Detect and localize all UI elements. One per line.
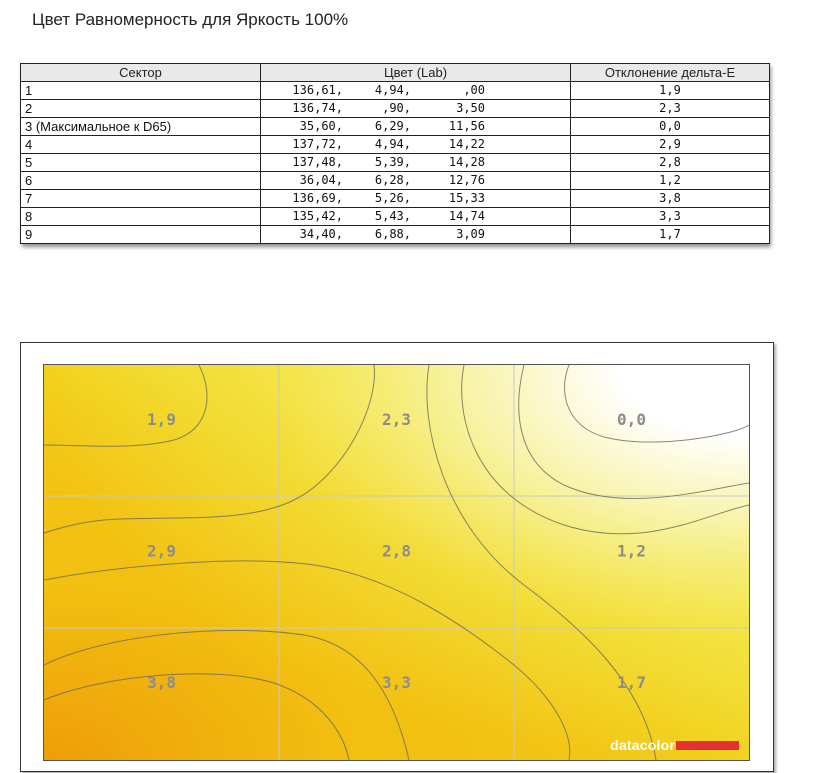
delta-e-cell: 3,8 <box>571 190 770 208</box>
table-row <box>21 136 770 154</box>
table-row <box>21 82 770 100</box>
sector-cell: 4 <box>21 136 261 154</box>
lab-a-value: 4,94, <box>374 83 411 97</box>
sector-cell: 9 <box>21 226 261 244</box>
lab-a-value: ,90, <box>382 101 411 115</box>
lab-b-value: 12,76 <box>448 173 485 187</box>
column-header-delta-e: Отклонение дельта-E <box>571 64 770 82</box>
lab-b-value: 14,22 <box>448 137 485 151</box>
map-cell-value: 2,3 <box>382 409 411 429</box>
lab-l-value: 34,40, <box>299 227 343 241</box>
column-header-color-lab: Цвет (Lab) <box>261 64 571 82</box>
lab-color-cell <box>261 208 571 226</box>
lab-color-cell <box>261 82 571 100</box>
lab-color-cell <box>261 154 571 172</box>
map-cell-value: 1,9 <box>147 409 176 429</box>
lab-l-value: 136,69, <box>292 191 343 205</box>
sector-cell: 2 <box>21 100 261 118</box>
delta-e-cell: 2,3 <box>571 100 770 118</box>
uniformity-table-container <box>20 63 769 244</box>
table-row <box>21 154 770 172</box>
sector-cell: 7 <box>21 190 261 208</box>
map-cell-value: 2,9 <box>147 541 176 561</box>
delta-e-cell: 1,2 <box>571 172 770 190</box>
datacolor-logo-bar <box>676 741 739 750</box>
lab-a-value: 6,28, <box>374 173 411 187</box>
table-row <box>21 208 770 226</box>
uniformity-contour-map <box>43 364 750 761</box>
uniformity-table <box>20 63 770 244</box>
lab-b-value: 14,28 <box>448 155 485 169</box>
table-row <box>21 190 770 208</box>
table-row <box>21 118 770 136</box>
map-cell-value: 3,8 <box>147 673 176 693</box>
lab-color-cell <box>261 172 571 190</box>
datacolor-logo-text: datacolor <box>610 737 675 753</box>
delta-e-cell: 2,8 <box>571 154 770 172</box>
lab-b-value: ,00 <box>463 83 485 97</box>
map-cell-value: 0,0 <box>617 409 646 429</box>
table-header-row <box>21 64 770 82</box>
delta-e-cell: 1,9 <box>571 82 770 100</box>
sector-cell: 5 <box>21 154 261 172</box>
lab-l-value: 35,60, <box>299 119 343 133</box>
lab-color-cell <box>261 136 571 154</box>
delta-e-cell: 1,7 <box>571 226 770 244</box>
lab-color-cell <box>261 100 571 118</box>
table-row <box>21 172 770 190</box>
contour-map-graphic <box>44 365 749 760</box>
lab-b-value: 14,74 <box>448 209 485 223</box>
map-cell-value: 2,8 <box>382 541 411 561</box>
page-title: Цвет Равномерность для Яркость 100% <box>32 10 349 29</box>
delta-e-cell: 0,0 <box>571 118 770 136</box>
table-row <box>21 226 770 244</box>
lab-a-value: 6,29, <box>374 119 411 133</box>
map-cell-value: 1,2 <box>617 541 646 561</box>
lab-a-value: 5,43, <box>374 209 411 223</box>
lab-l-value: 137,48, <box>292 155 343 169</box>
sector-cell: 1 <box>21 82 261 100</box>
lab-b-value: 3,09 <box>456 227 485 241</box>
lab-color-cell <box>261 118 571 136</box>
table-row <box>21 100 770 118</box>
lab-l-value: 135,42, <box>292 209 343 223</box>
map-cell-value: 1,7 <box>617 673 646 693</box>
delta-e-cell: 2,9 <box>571 136 770 154</box>
lab-a-value: 6,88, <box>374 227 411 241</box>
lab-b-value: 11,56 <box>448 119 485 133</box>
lab-b-value: 3,50 <box>456 101 485 115</box>
uniformity-map-panel <box>20 342 774 772</box>
lab-b-value: 15,33 <box>448 191 485 205</box>
lab-l-value: 136,74, <box>292 101 343 115</box>
delta-e-cell: 3,3 <box>571 208 770 226</box>
lab-l-value: 36,04, <box>299 173 343 187</box>
map-cell-value: 3,3 <box>382 673 411 693</box>
lab-a-value: 5,26, <box>374 191 411 205</box>
sector-cell: 6 <box>21 172 261 190</box>
lab-l-value: 136,61, <box>292 83 343 97</box>
lab-color-cell <box>261 190 571 208</box>
lab-a-value: 4,94, <box>374 137 411 151</box>
lab-a-value: 5,39, <box>374 155 411 169</box>
lab-l-value: 137,72, <box>292 137 343 151</box>
sector-cell: 3 (Максимальное к D65) <box>21 118 261 136</box>
sector-cell: 8 <box>21 208 261 226</box>
column-header-sector: Сектор <box>21 64 261 82</box>
lab-color-cell <box>261 226 571 244</box>
datacolor-logo <box>610 737 739 753</box>
